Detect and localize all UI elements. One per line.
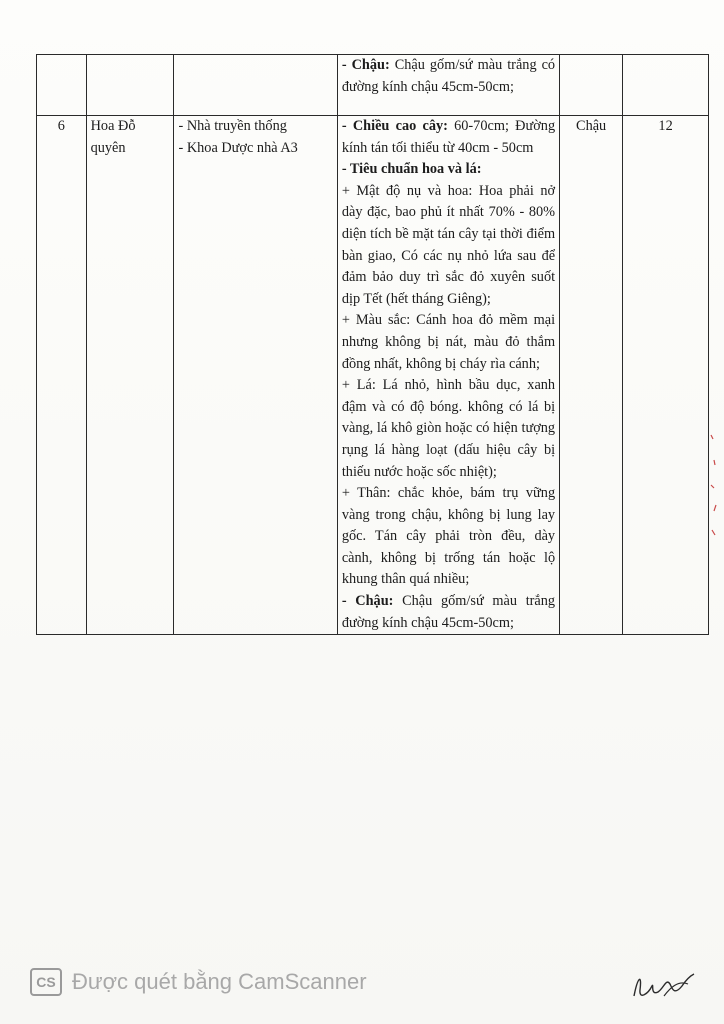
cell-plant-name: Hoa Đỗ quyên — [86, 116, 174, 635]
cell-unit: Chậu — [560, 116, 623, 635]
pot-label: - Chậu: — [341, 593, 394, 610]
cell-qty-empty — [623, 55, 709, 116]
pot-label: - Chậu: — [341, 57, 390, 73]
cell-stt-empty — [37, 55, 87, 116]
scanner-watermark-text: Được quét bằng CamScanner — [72, 969, 367, 994]
pot-text: Chậu gốm/sứ màu trắng đường kính chậu 45cm-50cm; — [341, 593, 556, 631]
spec-stem: + Thân: chắc khỏe, bám trụ vững vàng trong chậu, không bị lung lay gốc. Tán cây phải tròn đều, dày cành, không bị trống tán hoặc lộ khung thân quá nhiều; — [341, 485, 556, 588]
location-item: - Nhà truyền thống — [178, 118, 287, 134]
cell-location — [174, 116, 337, 635]
location-item: - Khoa Dược nhà A3 — [178, 139, 298, 156]
spec-table — [36, 54, 709, 635]
spec-density: + Mật độ nụ và hoa: Hoa phải nở dày đặc, bao phủ ít nhất 70% - 80% diện tích bề mặt tán cây tại thời điểm bàn giao, Có các nụ nhỏ lứa sau để đảm bảo duy trì sắc đỏ xuyên suốt dịp Tết (hết tháng Giêng); — [341, 182, 556, 307]
spec-height — [342, 116, 555, 159]
cell-specification — [337, 116, 559, 635]
cell-name-empty — [86, 55, 174, 116]
height-text: 60-70cm; Đường kính tán tối thiểu từ 40cm - 50cm — [341, 118, 556, 156]
table-row-continued — [37, 55, 709, 116]
cell-location-empty — [174, 55, 337, 116]
cell-quantity: 12 — [623, 116, 709, 635]
cell-spec-continued — [337, 55, 559, 116]
standard-label: - Tiêu chuẩn hoa và lá: — [341, 161, 482, 178]
spec-standard-heading — [342, 159, 555, 181]
scanner-footer — [30, 968, 367, 996]
pot-text: Chậu gốm/sứ màu trắng có đường kính chậu 45cm-50cm; — [341, 57, 556, 95]
spec-pot — [342, 591, 555, 634]
spec-color: + Màu sắc: Cánh hoa đỏ mềm mại nhưng không bị nát, màu đỏ thắm đồng nhất, không bị cháy rìa cánh; — [341, 312, 556, 372]
camscanner-logo-icon: CS — [30, 968, 62, 996]
table-row — [37, 116, 709, 635]
cell-stt: 6 — [37, 116, 87, 635]
cell-unit-empty — [560, 55, 623, 116]
margin-mark-icon — [708, 430, 720, 550]
spec-leaf: + Lá: Lá nhỏ, hình bầu dục, xanh đậm và có độ bóng. không có lá bị vàng, lá khô giòn hoặc có hiện tượng rụng lá hàng loạt (dấu hiệu cây bị thiếu nước hoặc sốc nhiệt); — [341, 377, 556, 480]
height-label: - Chiều cao cây: — [341, 118, 448, 134]
signature-icon — [628, 966, 698, 1006]
